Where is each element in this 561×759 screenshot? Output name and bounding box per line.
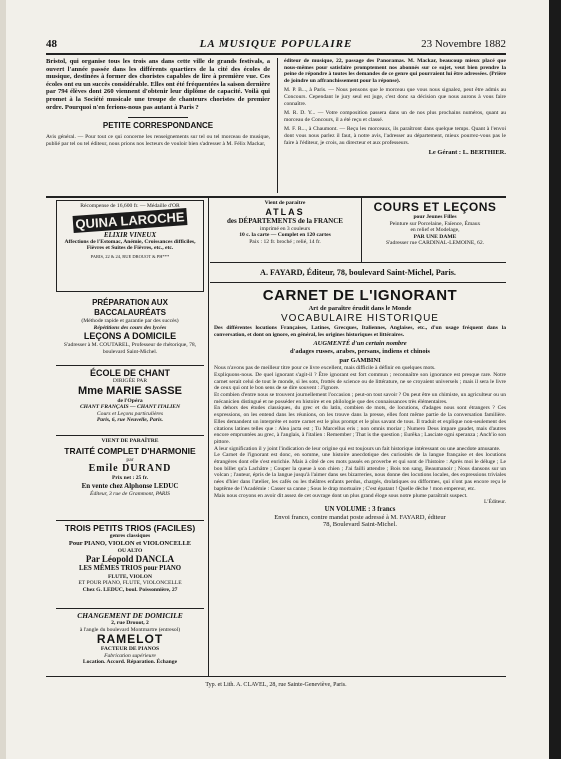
trios-l7: FLUTE, VIOLON [107, 573, 153, 580]
atlas-l4: imprimé en 3 couleurs [259, 225, 311, 232]
traite-l6: En vente chez Alphonse LEDUC [81, 481, 179, 490]
right-page-edge [549, 0, 561, 759]
gerant-signature: Le Gérant : L. BERTHIER. [428, 149, 506, 157]
atlas-l1: Vient de paraître [264, 200, 306, 206]
bac-l2: (Méthode rapide et garantie par des succès) [81, 318, 179, 324]
correspondance-para-2: M. P. B..., à Paris. — Nous pensons que le morceau que vous nous signalez, peut être admis au Concours. Cependant le jury seul est juge, c'est donc sa décision que nous aurons à vous faire connaître. [284, 87, 506, 107]
rule-3 [56, 520, 204, 521]
fayard-rule-bottom [210, 282, 506, 283]
carnet-subtitle: Art de paraître érudit dans le Monde [308, 305, 412, 312]
quina-award: Récompense de 16,600 fr. — Médaille d'OR [80, 203, 180, 209]
traite-l1: VIENT DE PARAÎTRE [101, 438, 159, 444]
page-header [46, 38, 506, 52]
trios-l2: genres classiques [109, 533, 151, 539]
traite-l4: Emile DURAND [88, 463, 172, 475]
correspondance-para-1: éditeur de musique, 22, passage des Panoramas. M. Mackar, beaucoup mieux placé que nous-mêmes pour satisfaire promptement nos abonnés sur ce sujet, veut bien prendre la peine de répondre à toutes les demandes de ce genre qui pourraient lui être adressées. (Prière de joindre un affranchissement pour la réponse). [284, 58, 506, 84]
carnet-editeur: L'Éditeur. [484, 499, 506, 506]
trios-l9: Chez G. LEDUC, boul. Poissonnière, 27 [82, 586, 178, 593]
ad-traite-harmonie [56, 438, 204, 497]
rule-4 [56, 608, 204, 609]
atlas-l2: ATLAS [265, 206, 305, 217]
carnet-desc: Des différentes locutions Françaises, Latines, Grecques, Italiennes, Anglaises, etc., d'un usage fréquent dans la conversation, et dont on ignore, en général, les origines historiques et littéraires. [214, 325, 506, 338]
carnet-p1: Nous n'avons pas de meilleur titre pour ce livre excellent, mais difficile à définir en quelques mots. [214, 365, 436, 372]
traite-l3: par [126, 456, 134, 463]
traite-l7: Éditeur, 3 rue de Grammont, PARIS [90, 490, 170, 497]
ad-divider-2 [361, 198, 362, 262]
carnet-p4: En dehors des études classiques, du grec et du latin, combien de mots, de locutions, d'adages nous sont étrangers ? Ces expressions, on les entend dans les réunions, on les trouve dans la presse, elles font même partie de la conversation familière. Elles demandent un interprète et notre carnet est le plus prompt et le plus savant de tous. Il traduit et explique non-seulement des citations latines telles que : Alea jacta est ; Tu Marcellus eris ; non omnis moriar ; Numero Deus impare gaudet, mais d'autres encore empruntées au grec, à l'anglais, à l'italien : Remember ; That is the question ; Eurêka ; Lasciate ogni speranza ; Anch'io son pittore. [214, 405, 506, 445]
cours-l3: Peinture sur Porcelaine, Faïence, Émaux [389, 220, 481, 227]
cours-l1: COURS ET LEÇONS [373, 200, 497, 214]
chant-l7: Paris, 6, rue Neuvelle, Paris. [96, 417, 164, 424]
atlas-l6: Paix : 12 fr. broché ; relié, 14 fr. [249, 238, 321, 245]
top-left-column [46, 58, 270, 147]
carnet-envoi: Envoi franco, contre mandat poste adressé à M. FAYARD, éditeur [274, 513, 446, 521]
ad-trois-trios [56, 523, 204, 593]
correspondance-para-4: M. F. R..., à Chaumont. — Reçu les morceaux, ils paraîtront dans quelque temps. Quant à l'envoi dont vous nous parlez il faut, à notre avis, l'adresser au département, mieux pourrez-vous pas le faire à l'éditeur, je crois, au directeur et aux professeurs. [284, 126, 506, 146]
carnet-author: par GAMBINI [339, 357, 381, 365]
chant-l3: Mme MARIE SASSE [78, 384, 182, 397]
carnet-aug: AUGMENTÉ d'un certain nombre [313, 340, 407, 348]
cours-l4: en relief et Modelage, [410, 227, 460, 234]
ad-baccalaureats [56, 298, 204, 355]
avis-general: Avis général. — Pour tout ce qui concerne les renseignements sur tel ou tel morceau de musique, publié par tel ou tel éditeur, nous prions nos lecteurs de vouloir bien s'adresser à M. Félix Mackar, [46, 134, 270, 147]
trios-l6: LES MÊMES TRIOS pour PIANO [78, 565, 182, 573]
printer-footer: Typ. et Lith. A. CLAVEL, 28, rue Sainte-Geneviève, Paris. [205, 682, 347, 688]
ramelot-l3: à l'angle du boulevard Montmartre (entresol) [79, 626, 181, 633]
correspondance-title: PETITE CORRESPONDANCE [102, 121, 214, 131]
ramelot-l2: 2, rue Drouot, 2 [111, 620, 149, 626]
ramelot-l6: Fabrication supérieure [104, 652, 156, 659]
ramelot-l4: RAMELOT [96, 632, 164, 647]
rule-1 [56, 365, 204, 366]
ramelot-l1: CHANGEMENT DE DOMICILE [77, 611, 183, 620]
carnet-title: CARNET DE L'IGNORANT [262, 287, 458, 304]
carnet-envoi-2: 78, Boulevard Saint-Michel. [322, 521, 397, 529]
bac-l3: Répétitions des cours des lycées [93, 324, 167, 331]
bac-l5: S'adresser à M. COUTAREL, Professeur de rhétorique, 78, boulevard Saint-Michel. [63, 342, 197, 355]
carnet-body [214, 365, 506, 499]
ad-atlas [212, 200, 358, 245]
issue-date: 23 Novembre 1882 [421, 38, 506, 50]
chant-l6: Cours et Leçons particulières [96, 410, 164, 417]
trios-l4: OU ALTO [117, 547, 143, 554]
chant-l4: de l'Opéra [117, 397, 143, 404]
carnet-p2: Expliquons-nous. De quel ignorant s'agit-il ? Être ignorant est fort commun ; reconnaître son ignorance est presque rare. Notre carnet serait celui de tout le monde, si les sots, frottés de science ou de littérature, ne se croyaient universels ; mais il sera le livre de ceux qui ont le bon sens de se dire souvent : J'ignore. [214, 371, 506, 392]
ramelot-l7: Location. Accord. Réparation. Échange [82, 659, 178, 666]
carnet-p5: A leur signification il y joint l'indication de leur origine qui est toujours un fait historique intéressant ou une anecdote amusante. [214, 445, 501, 452]
carnet-p3: Et combien d'entre nous se trouvent journellement l'occasion ; peut-on tout savoir ? On peut être un chimiste, un agriculteur ou un mécanicien distingué et ne posséder en histoire et en philologie que des connaissances très élémentaires. [214, 392, 506, 405]
fayard-rule-top [210, 262, 506, 263]
ad-ecole-chant [56, 368, 204, 424]
traite-l2: TRAITÉ COMPLET D'HARMONIE [64, 445, 196, 456]
left-page-edge [0, 0, 6, 759]
footer-rule [46, 676, 506, 677]
cours-l5: PAR UNE DAME [413, 233, 457, 240]
header-rule [46, 53, 506, 55]
carnet-aug-2: d'adages russes, arabes, persans, indiens et chinois [290, 348, 430, 356]
rule-2 [56, 435, 204, 436]
quina-sub: ELIXIR VINEUX [103, 230, 157, 239]
chant-l5: CHANT FRANÇAIS — CHANT ITALIEN [79, 404, 181, 411]
bac-l1: PRÉPARATION AUX BACCALAURÉATS [92, 298, 168, 317]
trios-l8: ET POUR PIANO, FLUTE, VIOLONCELLE [78, 580, 182, 587]
carnet-article [214, 287, 506, 529]
atlas-l5: 10 c. la carte — Complet en 120 cartes [239, 232, 331, 239]
left-column-divider [208, 296, 209, 676]
column-divider-top [277, 58, 278, 193]
mid-rule [46, 196, 506, 198]
section-divider [128, 117, 188, 118]
quina-desc-2: Fièvres et Suites de Fièvres, etc., etc. [86, 245, 174, 252]
trios-l5: Par Léopold DANCLA [85, 554, 175, 565]
carnet-p6: Le Carnet de l'ignorant est donc, en somme, une histoire anecdotique des curiosités de la langue française et des locutions étrangères dont elle s'est enrichie. Mais à côté de ces mots passés en proverbe et qui sont de l'histoire : Après moi le déluge ; Le bon billet qu'a Lachâtre ; Couper la queue à son chien ; J'ai failli attendre ; Bois ton sang, Beaumanoir ; Nous dansons sur un volcan ; l'auteur, épris de la langue jusqu'à l'aimer dans ses bizarreries, nous donne des locutions locales, des expressions triviales nées d'hier dans l'atelier, les cafés ou les théâtres enfants perdus, chargés, drolatiques ou difformes, qui n'ont pas encore reçu le baptême de l'Académie : Casser sa canne ; Sous le drap mortuaire ; C'est épatant ! Quelle dèche ! mon empereur, etc. [214, 452, 506, 492]
quina-desc-1: Affections de l'Estomac, Anémie, Croissances difficiles, [64, 238, 196, 245]
ad-ramelot [56, 611, 204, 666]
chant-l2: DIRIGÉE PAR [112, 378, 148, 384]
top-right-column [284, 58, 506, 157]
trios-l3: Pour PIANO, VIOLON et VIOLONCELLE [68, 539, 192, 547]
ad-divider-1 [208, 198, 209, 296]
ad-quina-laroche [56, 200, 204, 292]
cours-l6: S'adresser rue CARDINAL-LEMOINE, 62. [385, 240, 485, 247]
chant-l1: ÉCOLE DE CHANT [89, 368, 170, 378]
traite-l5: Prix net : 25 fr. [112, 475, 148, 482]
quina-address: PARIS, 22 & 24, RUE DROUOT & PH*** [90, 253, 170, 259]
carnet-p7: Mais nous croyons en avoir dit assez de cet ouvrage dont un plus grand éloge sous notre plume paraîtrait suspect. [214, 492, 468, 499]
cours-l2: pour Jeunes Filles [413, 214, 457, 220]
atlas-l3: des DÉPARTEMENTS de la FRANCE [227, 216, 343, 225]
page-number: 48 [46, 38, 57, 50]
trios-l1: TROIS PETITS TRIOS (FACILES) [64, 523, 196, 533]
correspondance-para-3: M. R. D. Y... — Votre composition passera dans un de nos plus prochains numéros, quant au morceau de Concours, il a été reçu et classé. [284, 110, 506, 123]
page-title: LA MUSIQUE POPULAIRE [199, 38, 353, 50]
carnet-vocab: VOCABULAIRE HISTORIQUE [281, 313, 439, 324]
ramelot-l5: FACTEUR DE PIANOS [100, 646, 160, 653]
bac-l4: LEÇONS A DOMICILE [83, 331, 177, 342]
carnet-volume: UN VOLUME : 3 francs [324, 505, 396, 513]
ad-cours-lecons [364, 200, 506, 247]
quina-brand: QUINA LAROCHE [73, 208, 188, 233]
bristol-paragraph: Bristol, qui organise tous les trois ans dans cette ville de grands festivals, a ouvert l'année passée dans les différents quartiers de la cité des écoles de musique, destinées à former des choristes capables de lire à première vue. Ces écoles ont eu un succès considérable. Elles ont été fréquentées la saison dernière par 794 élèves dont 260 viennent d'obtenir leur diplôme de capacité. Voilà qui promet à la Société musicale une troupe de chanteurs choristes de premier ordre. Pourquoi n'en ferions-nous pas autant à Paris ? [46, 58, 270, 111]
fayard-top-line: A. FAYARD, Éditeur, 78, boulevard Saint-Michel, Paris. [260, 268, 456, 277]
